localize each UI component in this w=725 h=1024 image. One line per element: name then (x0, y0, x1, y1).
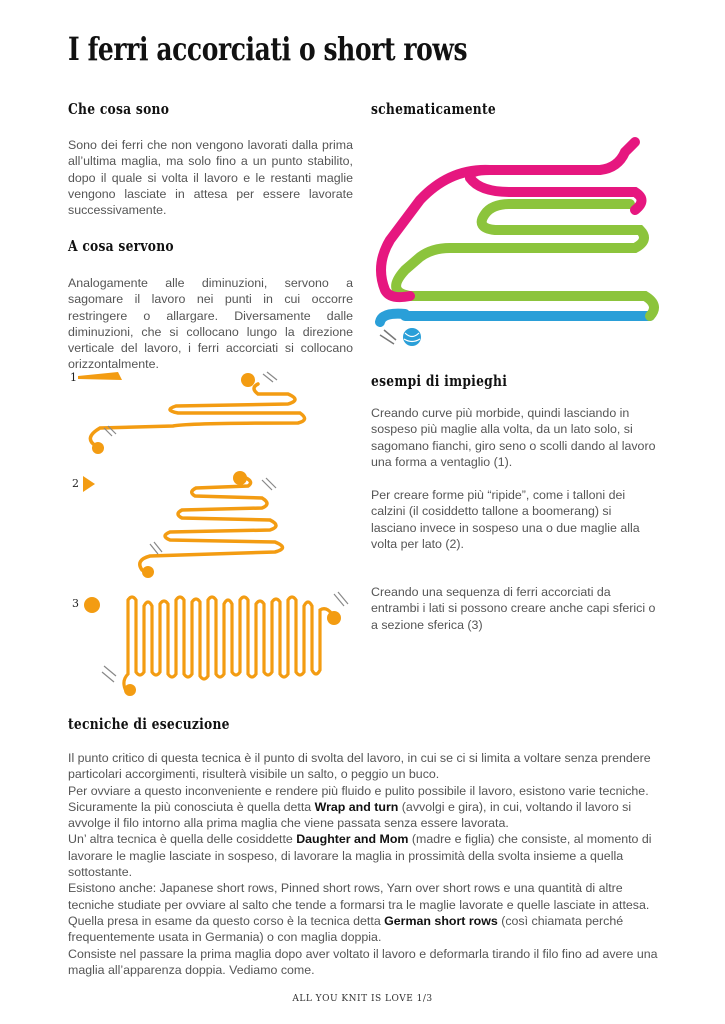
techniques-paragraph-5: Quella presa in esame da questo corso è la tecnica detta German short rows (così chiamata perché frequentemente usata in Germania) o con maglia doppia. (68, 913, 624, 945)
example-number-1: 1 (70, 371, 77, 384)
techniques-body (68, 750, 660, 978)
example-text-1: Creando curve più morbide, quindi lasciando in sospeso più maglie alla volta, da un lato solo, si sagomano fianchi, giro seno o scolli dando al lavoro una forma a ventaglio (1). (371, 406, 656, 469)
technique-name-wrap-and-turn: Wrap and turn (314, 799, 399, 814)
short-rows-schema-diagram (360, 130, 670, 360)
example-diagram-1 (78, 368, 328, 463)
page-footer: ALL YOU KNIT IS LOVE 1/3 (292, 994, 433, 1004)
page-title: I ferri accorciati o short rows (68, 30, 468, 68)
yarn-ball-icon (403, 328, 421, 346)
techniques-paragraph-1: Il punto critico di questa tecnica è il punto di svolta del lavoro, in cui se ci si limita a voltare senza prendere particolari accorgimenti, risulterà visibile un salto, o peggio un buco. (68, 751, 651, 782)
section-heading-what: Che cosa sono (68, 100, 170, 118)
section-text-what: Sono dei ferri che non vengono lavorati dalla prima all’ultima maglia, ma solo fino a un punto stabilito, dopo il quale si volta il lavoro e le restanti maglie vengono lasciate in attesa per essere lavorate successivamente. (68, 138, 353, 218)
section-heading-use: A cosa servono (68, 237, 174, 255)
technique-name-daughter-and-mom: Daughter and Mom (296, 832, 409, 847)
example-number-2: 2 (72, 477, 79, 490)
example-diagram-2 (130, 468, 300, 583)
steep-heel-shape-icon (83, 476, 97, 492)
example-text-2: Per creare forme più “ripide”, come i talloni dei calzini (il cosiddetto tallone a boomerang) si lasciano invece in sospeso una o due maglie alla volta per lato (2). (371, 488, 640, 551)
example-diagram-3 (96, 586, 356, 701)
knitting-needles-icon (380, 330, 396, 344)
example-text-3: Creando una sequenza di ferri accorciati da entrambi i lati si possono creare anche capi sferici o a sezione sferica (3) (371, 585, 656, 632)
example-number-3: 3 (72, 597, 79, 610)
techniques-paragraph-2: Per ovviare a questo inconveniente e rendere più fluido e pulito possibile il lavoro, esistono varie tecniche. Sicuramente la più conosciuta è quella detta Wrap and turn (avvolgi e gira), in cui, voltando il lavoro si avvolge il filo intorno alla prima maglia che viene passata senza essere lavorata. (68, 783, 649, 831)
technique-name-german-short-rows: German short rows (384, 913, 498, 928)
section-heading-examples: esempi di impieghi (371, 372, 508, 390)
techniques-paragraph-6: Consiste nel passare la prima maglia dopo aver voltato il lavoro e deformarla tirando il filo fino ad avere una maglia all’apparenza doppia. Vediamo come. (68, 946, 658, 977)
section-heading-schema: schematicamente (371, 100, 496, 118)
section-text-use: Analogamente alle diminuzioni, servono a sagomare il lavoro nei punti in cui occorre restringere o allargare. Diversamente dalle diminuzioni, che si collocano lungo la direzione verticale del lavoro, i ferri accorciati si collocano orizzontalmente. (68, 276, 353, 372)
section-heading-techniques: tecniche di esecuzione (68, 715, 230, 733)
techniques-paragraph-3: Un’ altra tecnica è quella delle cosiddette Daughter and Mom (madre e figlia) che consiste, al momento di lavorare le maglie lasciate in sospeso, di lavorare la maglia in prossimità della svolta insieme a quella sottostante. (68, 832, 652, 880)
techniques-paragraph-4: Esistono anche: Japanese short rows, Pinned short rows, Yarn over short rows e una quantità di altre tecniche studiate per ovviare al salto che tende a formarsi tra le maglie lavorate e quelle lasciate in attesa. (68, 881, 650, 912)
